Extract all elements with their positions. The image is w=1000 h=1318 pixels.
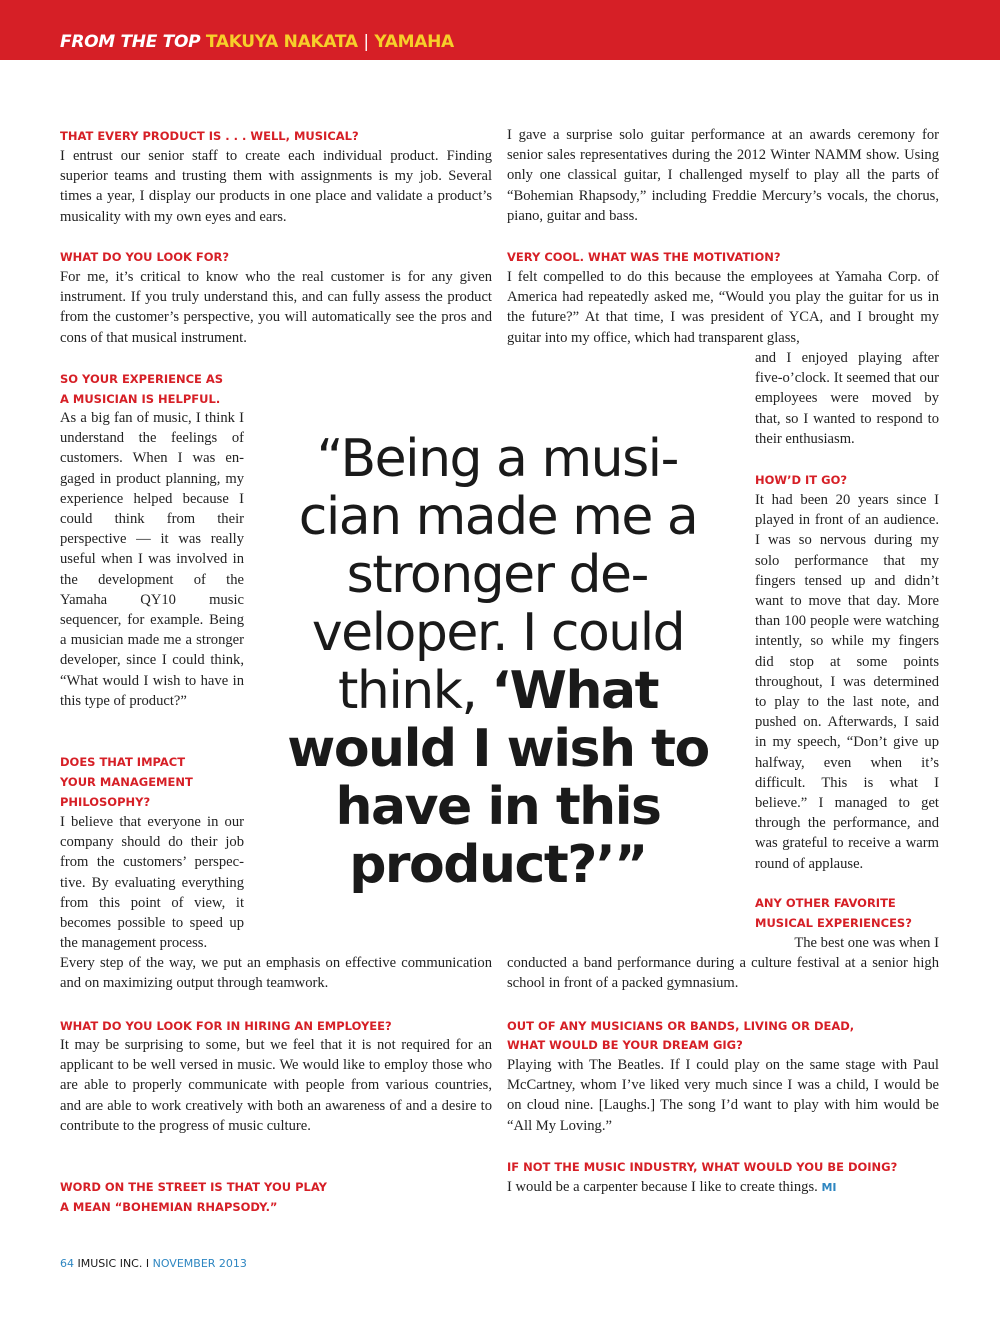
page-footer xyxy=(60,1257,247,1270)
header-name: TAKUYA NAKATA xyxy=(205,32,358,52)
question-5: WHAT DO YOU LOOK FOR IN HIRING AN EMPLOYEE? xyxy=(60,1019,392,1033)
question-10-line-2: WHAT WOULD BE YOUR DREAM GIG? xyxy=(507,1038,743,1052)
question-4-line-3: PHILOSOPHY? xyxy=(60,795,151,809)
answer-5: It may be surprising to some, but we feel that it is not required for an applicant to be well versed in music. We would like to employ those who are able to properly communicate with people from various countries, and are able to work creatively with both an awareness of and a desire to contribute to the progress of music culture. xyxy=(60,1037,492,1134)
running-header xyxy=(60,32,454,52)
question-10-line-1: OUT OF ANY MUSICIANS OR BANDS, LIVING OR DEAD, xyxy=(507,1019,855,1033)
header-company: YAMAHA xyxy=(374,32,454,52)
question-6-line-2: A MEAN “BOHEMIAN RHAPSODY.” xyxy=(60,1200,278,1214)
end-mark: MI xyxy=(821,1181,837,1194)
question-7: VERY COOL. WHAT WAS THE MOTIVATION? xyxy=(507,250,781,264)
page-number: 64 xyxy=(60,1257,74,1270)
answer-8: It had been 20 years since I played in front of an audience. I was so nervous during my solo performance that my fingers tensed up and didn’t want to move that day. More than 100 people were watching intently, so while my fingers did stop at some points throughout, I was determined to play to the last note, and pushed on. Afterwards, I said in my speech, “Don’t give up halfway, even when it’s difficult. This is what I believe.” I managed to get through the performance, and was grateful to receive a warm round of applause. xyxy=(755,492,939,872)
pull-quote-light: “Being a musician made me a stronger developer. I could think, xyxy=(298,429,698,721)
question-8: HOW’D IT GO? xyxy=(755,473,848,487)
question-6-line-1: WORD ON THE STREET IS THAT YOU PLAY xyxy=(60,1180,327,1194)
answer-7: I felt compelled to do this because the employees at Yamaha Corp. of America had repeatedly asked me, “Would you play the guitar for us in the future?” At that time, I was president of YCA, and I brought my guitar into my office, which had transparent glass, xyxy=(507,269,939,346)
answer-1: I entrust our senior staff to create each individual product. Finding superior teams and trusting them with assignments is my job. Several times a year, I display our products in one place and validate a product’s musicality with my own eyes and ears. xyxy=(60,148,492,225)
answer-2: For me, it’s critical to know who the real customer is for any given instrument. If you truly understand this, and can fully assess the product from the customer’s perspective, you will automatically see the pros and cons of that musical instrument. xyxy=(60,269,492,346)
question-3-line-1: SO YOUR EXPERIENCE AS xyxy=(60,372,224,386)
answer-3: As a big fan of music, I think I understand the feelings of customers. When I was engaged in product planning, my experience helped because I could think from their perspective — it was really useful when I was involved in the development of the Yamaha QY10 music sequencer, for example. Being a musician made me a stronger developer, since I could think, “What would I wish to have in this type of product?” xyxy=(60,410,244,709)
answer-6: I gave a surprise solo guitar performance at an awards ceremony for senior sales representatives during the 2012 Winter NAMM show. Using only one classical guitar, I challenged myself to play all the parts of “Bohemian Rhapsody,” including Freddie Mercury’s vocals, the chorus, piano, guitar and bass. xyxy=(507,127,939,224)
answer-11: I would be a carpenter because I like to create things. xyxy=(507,1179,818,1195)
pull-quote-bold: ‘What would I wish to have in this product?’” xyxy=(287,661,709,895)
question-2: WHAT DO YOU LOOK FOR? xyxy=(60,250,230,264)
question-9-line-2: MUSICAL EXPERIENCES? xyxy=(755,916,912,930)
question-4-line-1: DOES THAT IMPACT xyxy=(60,755,186,769)
answer-7-continued: and I enjoyed playing after five-o’clock. It seemed that our employees were moved by that, so I wanted to respond to their enthusiasm. xyxy=(755,350,939,447)
answer-4: I believe that everyone in our company should do their job from the customers’ perspective. By evaluating everything from this point of view, it becomes possible to speed up the management process. xyxy=(60,814,244,952)
answer-11-wrapper xyxy=(507,1177,939,1198)
pull-quote xyxy=(278,430,718,894)
question-1: THAT EVERY PRODUCT IS . . . WELL, MUSICAL? xyxy=(60,129,359,143)
footer-magazine: MUSIC INC. xyxy=(80,1257,143,1270)
header-separator: | xyxy=(363,32,369,52)
question-3-line-2: A MUSICIAN IS HELPFUL. xyxy=(60,392,221,406)
footer-separator-2: I xyxy=(145,1257,150,1270)
question-11: IF NOT THE MUSIC INDUSTRY, WHAT WOULD YOU BE DOING? xyxy=(507,1160,898,1174)
question-4-line-2: YOUR MANAGEMENT xyxy=(60,775,193,789)
answer-10: Playing with The Beatles. If I could play on the same stage with Paul McCartney, whom I’ve liked very much since I was a child, I would be on cloud nine. [Laughs.] The song I’d want to play with him would be “All My Loving.” xyxy=(507,1057,939,1134)
answer-4-continued: Every step of the way, we put an emphasis on effective communication and on maximizing output through teamwork. xyxy=(60,955,492,992)
answer-9-part-2: conducted a band performance during a culture festival at a senior high school in front of a packed gymnasium. xyxy=(507,955,939,992)
question-9-line-1: ANY OTHER FAVORITE xyxy=(755,896,896,910)
header-bar xyxy=(0,0,1000,60)
footer-separator-1: I xyxy=(77,1257,81,1270)
footer-issue: NOVEMBER 2013 xyxy=(152,1257,247,1270)
answer-9-part-1: The best one was when I xyxy=(794,935,939,951)
header-section: FROM THE TOP xyxy=(60,32,201,52)
